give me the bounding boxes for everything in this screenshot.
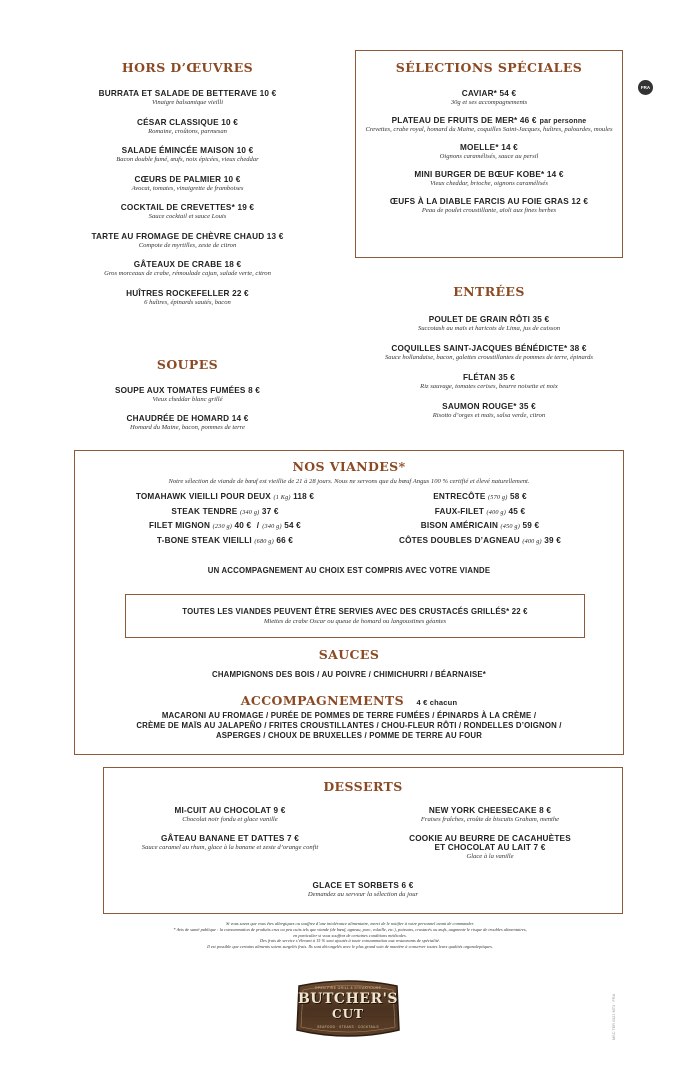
hors-doeuvres-item	[80, 289, 295, 307]
desserts-title: DESSERTS	[323, 779, 403, 794]
dessert-item-name: NEW YORK CHEESECAKE 8 €	[428, 806, 552, 815]
speciale-item	[355, 197, 623, 215]
speciale-item-name-row	[355, 116, 623, 125]
speciale-item-suffix: par personne	[539, 118, 587, 125]
entree-item	[355, 373, 623, 391]
footnote-line: * Avis de santé publique : la consommation de produits crus ou peu cuits tels que viande (de bœuf, agneau, porc, volaille, etc.), poissons, crustacés ou œufs, augmente le risque de troubles alimentaires,	[173, 926, 527, 932]
viande-right-price: 45 €	[508, 506, 526, 516]
dessert-glace-desc: Demandez au serveur la sélection du jour	[307, 891, 419, 898]
language-badge-text: FRA	[640, 85, 651, 90]
soupe-item-name: SOUPE AUX TOMATES FUMÉES 8 €	[114, 386, 261, 395]
viande-right-weight: (450 g)	[500, 523, 520, 530]
hors-doeuvres-item-desc: Compote de myrtilles, zeste de citron	[138, 241, 237, 249]
logo-bottom-text: SEAFOOD · STEAKS · COCKTAILS	[317, 1025, 379, 1029]
logo-line2: CUT	[332, 1007, 364, 1021]
accompagnements-line3: ASPERGES / CHOUX DE BRUXELLES / POMME DE TERRE AU FOUR	[215, 731, 483, 740]
entree-item-name: FLÉTAN 35 €	[462, 373, 516, 382]
hors-doeuvres-item-name: HUÎTRES ROCKEFELLER 22 €	[126, 288, 249, 298]
accompagnements-line2: CRÈME DE MAÏS AU JALAPEÑO / FRITES CROUSTILLANTES / CHOU-FLEUR RÔTI / RONDELLES D’OIGNON /	[136, 721, 562, 730]
entree-item-desc: Succotash au maïs et haricots de Lima, jus de cuisson	[417, 325, 561, 332]
soupe-item	[80, 386, 295, 404]
entree-item	[355, 315, 623, 333]
viande-right-name: ENTRECÔTE	[433, 492, 486, 501]
side-code: MSC TER 0321 MT3 · FRA	[612, 993, 616, 1040]
selections-speciales-section	[355, 60, 623, 224]
viande-left-separator: /	[256, 521, 260, 530]
viande-right-row	[355, 490, 605, 505]
entree-item-name: COQUILLES SAINT-JACQUES BÉNÉDICTE* 38 €	[391, 344, 587, 353]
accompagnements-heading	[74, 692, 624, 710]
viande-left-name: FILET MIGNON	[149, 521, 211, 530]
hors-doeuvres-item-name: COCKTAIL DE CREVETTES* 19 €	[120, 203, 255, 212]
hors-doeuvres-item-desc: Sauce cocktail et sauce Louis	[148, 213, 227, 220]
crustaces-desc: Miettes de crabe Oscar ou queue de homard ou langoustines géantes	[263, 618, 447, 625]
hors-doeuvres-title: HORS D’ŒUVRES	[121, 60, 254, 75]
dessert-item-name: MI-CUIT AU CHOCOLAT 9 €	[174, 806, 286, 815]
accompagnements-title: ACCOMPAGNEMENTS	[240, 693, 405, 708]
viande-left-weight: (680 g)	[254, 537, 274, 545]
entree-item-desc: Riz sauvage, tomates cerises, beurre noisette et noix	[420, 383, 558, 390]
dessert-item-desc: Chocolat noir fondu et glace vanille	[182, 816, 278, 823]
dessert-item-desc: Glace à la vanille	[466, 853, 514, 860]
dessert-item-desc: Fraises fraîches, croûte de biscuits Graham, menthe	[420, 816, 560, 823]
viande-left-row	[95, 534, 355, 549]
entree-item-desc: Risotto d’orges et maïs, salsa verde, citron	[432, 412, 546, 419]
hors-doeuvres-item	[80, 175, 295, 193]
hors-doeuvres-item	[80, 146, 295, 164]
viandes-title: NOS VIANDES*	[292, 459, 406, 474]
accompagnements-price: 4 € chacun	[416, 698, 458, 707]
speciale-item-desc: Oignons caramélisés, sauce au persil	[439, 153, 539, 160]
viande-left-row	[95, 505, 355, 520]
language-badge	[638, 80, 653, 95]
viandes-intro: Notre sélection de viande de bœuf est vieillie de 21 à 28 jours. Nous ne servons que du bœuf Angus 100 % certifié et élevé naturellement.	[168, 478, 530, 485]
viande-right-weight: (570 g)	[488, 494, 508, 501]
viande-left-row	[95, 490, 355, 505]
hors-doeuvres-item-desc: Gros morceaux de crabe, rémoulade cajun, salade verte, citron	[104, 270, 271, 277]
viande-left-name: STEAK TENDRE	[171, 506, 238, 516]
hors-doeuvres-item-desc: Bacon double fumé, œufs, noix épicées, vieux cheddar	[116, 156, 259, 163]
viande-right-name: CÔTES DOUBLES D’AGNEAU	[398, 535, 520, 545]
speciale-item-desc: Vieux cheddar, brioche, oignons caramélisés	[430, 180, 548, 187]
dessert-glace	[103, 881, 623, 899]
viande-right-row	[355, 505, 605, 520]
hors-doeuvres-section	[80, 60, 295, 317]
hors-doeuvres-item	[80, 232, 295, 250]
crustaces-title: TOUTES LES VIANDES PEUVENT ÊTRE SERVIES AVEC DES CRUSTACÉS GRILLÉS* 22 €	[182, 607, 528, 616]
speciale-item-name: CAVIAR* 54 €	[461, 89, 517, 98]
viande-right-price: 39 €	[544, 535, 562, 545]
soupe-item-desc: Homard du Maine, bacon, pommes de terre	[130, 424, 245, 431]
entrees-section	[355, 284, 623, 431]
sauces-title: SAUCES	[318, 647, 380, 662]
footnotes	[80, 921, 620, 950]
speciale-item-name: PLATEAU DE FRUITS DE MER* 46 €	[391, 116, 537, 125]
soupe-item-name: CHAUDRÉE DE HOMARD 14 €	[126, 414, 249, 423]
viande-left-name: TOMAHAWK VIEILLI POUR DEUX	[135, 492, 271, 501]
viande-left-row	[95, 519, 355, 534]
sauces-list: CHAMPIGNONS DES BOIS / AU POIVRE / CHIMICHURRI / BÉARNAISE*	[211, 670, 487, 679]
selections-speciales-title: SÉLECTIONS SPÉCIALES	[395, 60, 583, 75]
viande-left-weight: (230 g)	[212, 523, 233, 530]
viande-right-weight: (400 g)	[486, 508, 506, 516]
hors-doeuvres-item-name: CÉSAR CLASSIQUE 10 €	[137, 117, 238, 127]
viande-right-row	[355, 534, 605, 549]
logo-line1: BUTCHER'S	[297, 991, 399, 1007]
entrees-title: ENTRÉES	[453, 284, 525, 299]
footnote-line: Si vous savez que vous êtes allergiques ou souffrez d’une intolérance alimentaire, merci de le notifier à votre personnel avant de commander.	[226, 921, 474, 926]
crustaces-box	[125, 594, 585, 638]
hors-doeuvres-item-name: CŒURS DE PALMIER 10 €	[134, 174, 241, 184]
logo-top-text: OPEN FIRE GRILL & STEAKHOUSE	[314, 986, 382, 990]
speciale-item-desc: 30g et ses accompagnements	[450, 99, 528, 106]
speciale-item	[355, 89, 623, 107]
butchers-cut-logo	[293, 978, 403, 1040]
desserts-right-column	[370, 806, 610, 871]
viande-right-price: 58 €	[509, 492, 527, 501]
viande-left-weight2: (340 g)	[262, 523, 282, 530]
viandes-left-column	[95, 490, 355, 548]
desserts-left-column	[110, 806, 350, 862]
footnote-line: Il est possible que certains aliments soient surgelés frais. Ils sont décongelés avec le plus grand soin de manière à conserver toutes leurs qualités organoleptiques.	[207, 944, 493, 950]
dessert-item	[110, 806, 350, 824]
viande-right-row	[355, 519, 605, 534]
speciale-item	[355, 116, 623, 134]
soupes-section	[80, 357, 295, 442]
accompagnements-line1: MACARONI AU FROMAGE / PURÉE DE POMMES DE TERRE FUMÉES / ÉPINARDS À LA CRÈME /	[161, 711, 537, 720]
speciale-item-desc: Peau de poulet croustillante, aïoli aux fines herbes	[421, 207, 557, 214]
dessert-item	[370, 834, 610, 861]
entree-item	[355, 402, 623, 420]
viande-left-weight: (1 Kg)	[273, 494, 291, 501]
dessert-item-name: GÂTEAU BANANE ET DATTES 7 €	[160, 834, 300, 843]
speciale-item-name: ŒUFS À LA DIABLE FARCIS AU FOIE GRAS 12 €	[389, 197, 589, 206]
viandes-right-column	[355, 490, 605, 548]
dessert-item-name2: ET CHOCOLAT AU LAIT 7 €	[434, 843, 546, 852]
dessert-item	[370, 806, 610, 824]
hors-doeuvres-item	[80, 203, 295, 221]
viande-right-weight: (400 g)	[522, 537, 542, 545]
entree-item-name: POULET DE GRAIN RÔTI 35 €	[428, 315, 550, 324]
hors-doeuvres-item-name: SALADE ÉMINCÉE MAISON 10 €	[121, 146, 254, 155]
footnote-line: en particulier si vous souffrez de certaines conditions médicales.	[293, 932, 407, 938]
dessert-glace-name: GLACE ET SORBETS 6 €	[312, 881, 414, 890]
viande-left-price: 40 €	[234, 521, 252, 530]
dessert-item	[110, 834, 350, 852]
entree-item-name: SAUMON ROUGE* 35 €	[442, 402, 536, 411]
speciale-item-desc: Crevettes, crabe royal, homard du Maine, coquilles Saint-Jacques, huîtres, palourdes, moules	[365, 126, 613, 133]
viande-right-price: 59 €	[522, 521, 540, 530]
speciale-item	[355, 143, 623, 161]
hors-doeuvres-item	[80, 118, 295, 136]
viande-right-name: FAUX-FILET	[434, 506, 485, 516]
dessert-item-desc: Sauce caramel au rhum, glace à la banane et zeste d’orange confit	[141, 844, 319, 851]
hors-doeuvres-item-desc: Romaine, croûtons, parmesan	[148, 127, 227, 135]
hors-doeuvres-item-desc: Avocat, tomates, vinaigrette de framboises	[131, 184, 244, 192]
hors-doeuvres-item-desc: 6 huîtres, épinards sautés, bacon	[144, 298, 231, 306]
hors-doeuvres-item-desc: Vinaigre balsamique vieilli	[151, 99, 224, 106]
soupe-item-desc: Vieux cheddar blanc grillé	[152, 396, 223, 403]
entree-item-desc: Sauce hollandaise, bacon, galettes croustillantes de pommes de terre, épinards	[384, 354, 594, 361]
viande-left-name: T-BONE STEAK VIEILLI	[156, 535, 252, 545]
viande-left-weight: (340 g)	[239, 508, 260, 516]
footnote-line: Des frais de service s’élevant à 15 % sont ajoutés à toute consommation aux restaurants de spécialité.	[260, 938, 440, 944]
soupes-title: SOUPES	[156, 357, 219, 372]
viande-left-price: 118 €	[293, 492, 315, 501]
hors-doeuvres-item-name: BURRATA ET SALADE DE BETTERAVE 10 €	[98, 89, 277, 98]
entree-item	[355, 344, 623, 362]
hors-doeuvres-item	[80, 89, 295, 107]
hors-doeuvres-item-name: TARTE AU FROMAGE DE CHÈVRE CHAUD 13 €	[91, 231, 284, 241]
viande-right-name: BISON AMÉRICAIN	[420, 521, 499, 530]
viande-left-price: 37 €	[261, 506, 279, 516]
hors-doeuvres-item	[80, 260, 295, 278]
speciale-item-name: MINI BURGER DE BŒUF KOBE* 14 €	[414, 170, 564, 179]
viande-left-price: 66 €	[276, 535, 294, 545]
viande-left-price2: 54 €	[284, 521, 301, 530]
soupe-item	[80, 414, 295, 432]
hors-doeuvres-item-name: GÂTEAUX DE CRABE 18 €	[133, 260, 242, 269]
speciale-item-name: MOELLE* 14 €	[460, 143, 518, 152]
speciale-item	[355, 170, 623, 188]
accompaniment-note: UN ACCOMPAGNEMENT AU CHOIX EST COMPRIS AVEC VOTRE VIANDE	[207, 566, 491, 575]
dessert-item-name: COOKIE AU BEURRE DE CACAHUÈTES	[409, 834, 571, 843]
